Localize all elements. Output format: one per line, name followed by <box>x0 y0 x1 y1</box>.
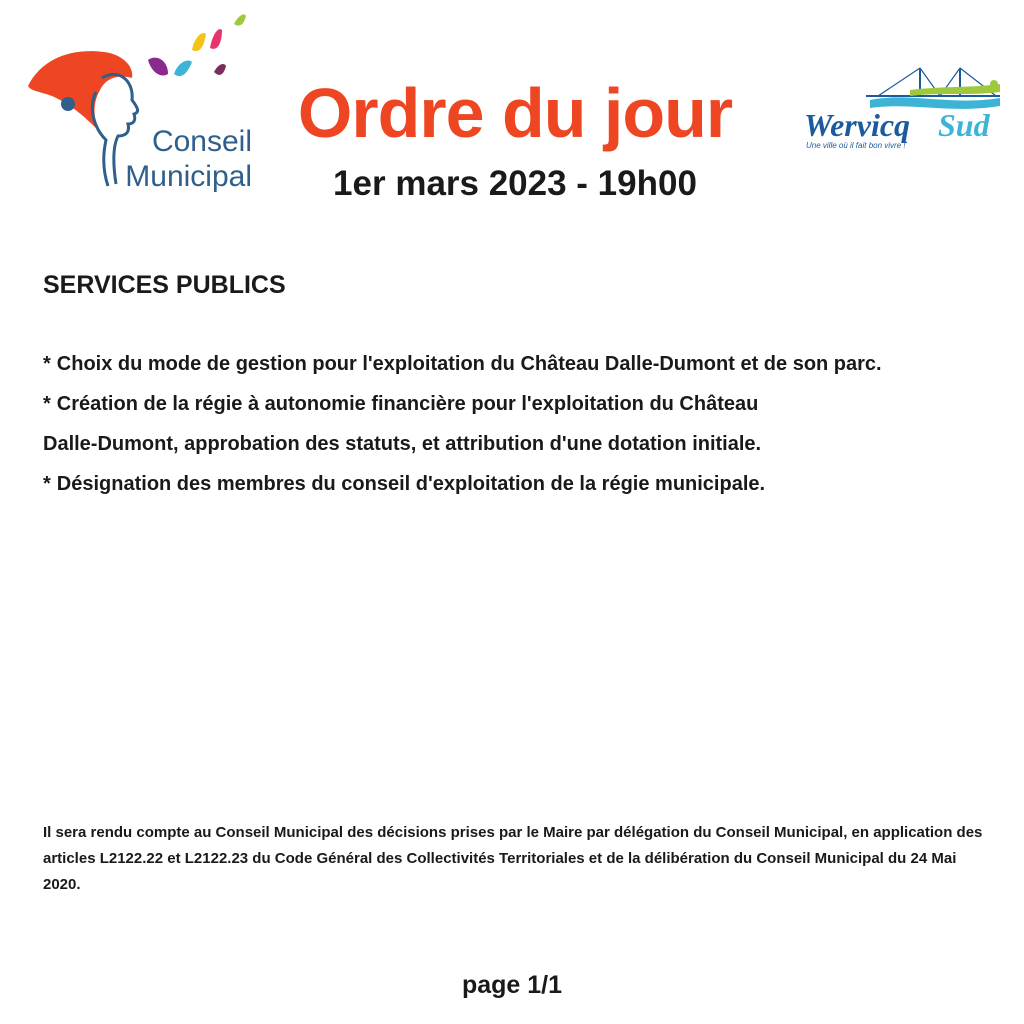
meeting-date: 1er mars 2023 - 19h00 <box>333 164 697 203</box>
agenda-item-text: Choix du mode de gestion pour l'exploitation du Château Dalle-Dumont et de son parc. <box>56 353 882 375</box>
agenda-item <box>43 464 1003 504</box>
page-number: page 1/1 <box>461 971 563 999</box>
logo-petal-green <box>234 14 246 25</box>
logo-petal-plum <box>214 64 226 75</box>
section-heading: SERVICES PUBLICS <box>43 271 286 299</box>
wervicq-sud-logo <box>800 62 1006 154</box>
bullet-marker: * <box>43 393 51 415</box>
conseil-municipal-logo <box>22 8 254 198</box>
logo-petal-yellow <box>192 33 206 51</box>
agenda-item-text: Dalle-Dumont, approbation des statuts, et attribution d'une dotation initiale. <box>43 433 762 455</box>
agenda-item <box>43 344 1003 384</box>
logo-petal-pink <box>210 29 222 49</box>
bullet-marker: * <box>43 473 51 495</box>
agenda-item <box>43 384 1003 424</box>
agenda-item-text: Désignation des membres du conseil d'exploitation de la régie municipale. <box>56 473 766 495</box>
logo-slogan: Une ville où il fait bon vivre ! <box>806 141 906 150</box>
logo-text-municipal: Municipal <box>125 160 252 193</box>
legal-note: Il sera rendu compte au Conseil Municipal des décisions prises par le Maire par délégation du Conseil Municipal, en application des articles L2122.22 et L2122.23 du Code Général des Collectivités Territoriales et de la délibération du Conseil Municipal du 24 Mai 2020. <box>43 824 983 893</box>
logo-text-wervicq: Wervicq <box>804 107 911 143</box>
logo-eye-dot <box>61 97 75 111</box>
logo-crest-shape <box>28 51 132 130</box>
bullet-marker: * <box>43 353 51 375</box>
logo-text-conseil: Conseil <box>151 125 252 158</box>
agenda-item-text: Création de la régie à autonomie financière pour l'exploitation du Château <box>56 393 759 415</box>
logo-petal-purple <box>148 58 168 76</box>
agenda-item-continuation <box>43 424 1003 464</box>
logo-text-sud: Sud <box>938 107 990 143</box>
agenda-list <box>43 344 1003 504</box>
page-title: Ordre du jour <box>297 74 733 152</box>
logo-petal-blue <box>174 61 192 77</box>
